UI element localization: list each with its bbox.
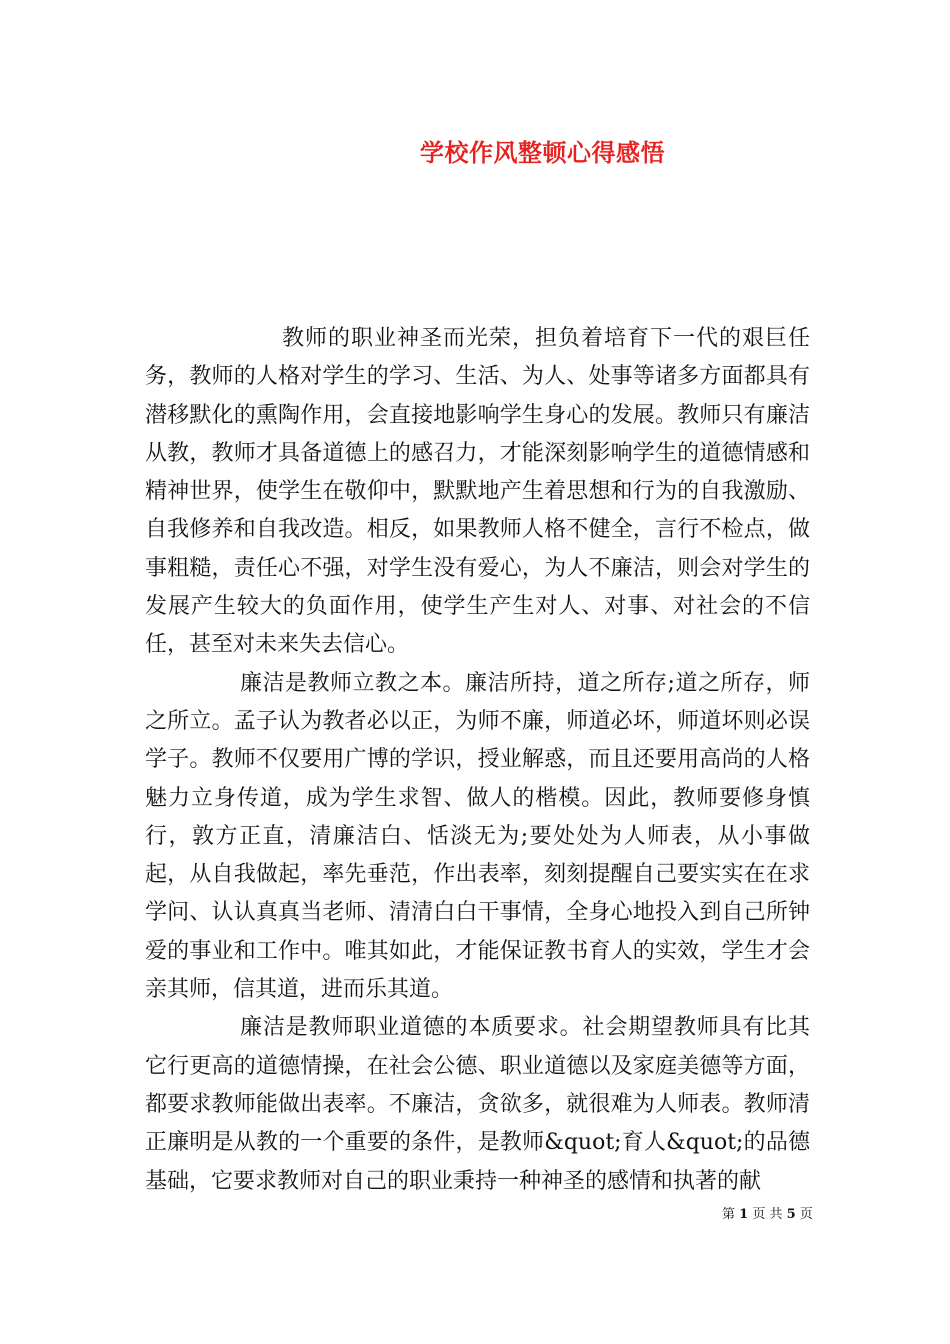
footer-current-page: 1 [739,1207,749,1222]
document-title: 学校作风整顿心得感悟 [420,138,665,167]
footer-total-pages: 5 [786,1207,796,1222]
page-footer [722,1203,813,1222]
document-body [145,320,810,1201]
footer-prefix: 第 [722,1207,736,1222]
footer-middle: 页 共 [752,1207,783,1222]
paragraph-3: 廉洁是教师职业道德的本质要求。社会期望教师具有比其它行更高的道德情操，在社会公德、职业道德以及家庭美德等方面，都要求教师能做出表率。不廉洁，贪欲多，就很难为人师表。教师清正廉明是从教的一个重要的条件，是教师&quot;育人&quot;的品德基础，它要求教师对自己的职业秉持一种神圣的感情和执著的献 [145,1015,810,1194]
paragraph-2: 廉洁是教师立教之本。廉洁所持，道之所存;道之所存，师之所立。孟子认为教者必以正，为师不廉，师道必坏，师道坏则必误学子。教师不仅要用广博的学识，授业解惑，而且还要用高尚的人格魅力立身传道，成为学生求智、做人的楷模。因此，教师要修身慎行，敦方正直，清廉洁白、恬淡无为;要处处为人师表，从小事做起，从自我做起，率先垂范，作出表率，刻刻提醒自己要实实在在求学问、认认真真当老师、清清白白干事情，全身心地投入到自己所钟爱的事业和工作中。唯其如此，才能保证教书育人的实效，学生才会亲其师，信其道，进而乐其道。 [145,670,810,1003]
paragraph-1: 教师的职业神圣而光荣，担负着培育下一代的艰巨任务，教师的人格对学生的学习、生活、为人、处事等诸多方面都具有潜移默化的熏陶作用，会直接地影响学生身心的发展。教师只有廉洁从教，教师才具备道德上的感召力，才能深刻影响学生的道德情感和精神世界，使学生在敬仰中，默默地产生着思想和行为的自我激励、自我修养和自我改造。相反，如果教师人格不健全，言行不检点，做事粗糙，责任心不强，对学生没有爱心，为人不廉洁，则会对学生的发展产生较大的负面作用，使学生产生对人、对事、对社会的不信任，甚至对未来失去信心。 [145,326,810,658]
footer-suffix: 页 [799,1207,813,1222]
